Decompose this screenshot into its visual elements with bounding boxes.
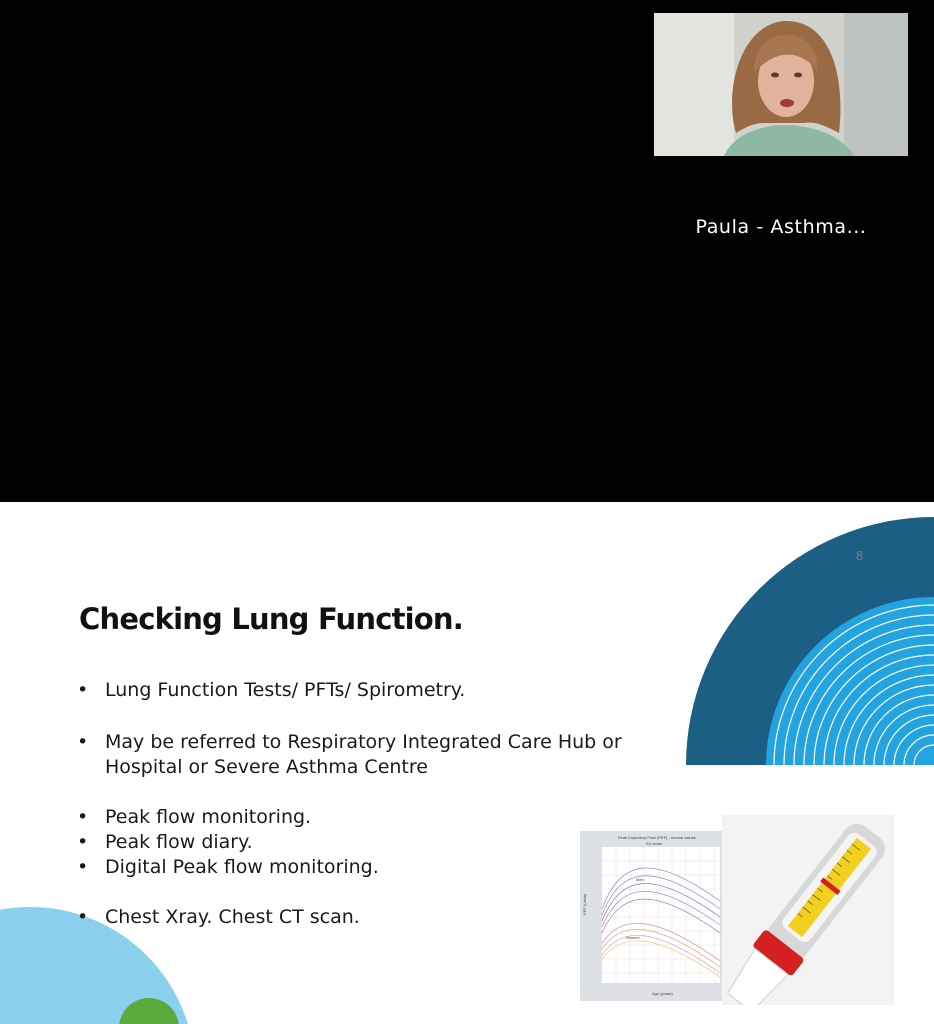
chart-men-label: Men [636, 877, 644, 882]
chart-title: Peak Expiratory Flow (PEF) - normal values [618, 835, 696, 840]
slide-number: 8 [856, 548, 864, 563]
bullet-icon: • [77, 806, 89, 828]
bullet-icon: • [77, 906, 89, 928]
chart-y-label: PEF (L/min) [582, 893, 587, 915]
bullet-icon: • [77, 731, 89, 753]
participant-video[interactable] [654, 13, 908, 156]
chart-subtitle: EU scale [646, 841, 663, 846]
bullet-icon: • [77, 679, 89, 701]
participant-video-frame [654, 13, 908, 156]
peak-flow-chart-graphic [580, 831, 726, 1001]
chart-women-label: Women [626, 935, 640, 940]
slide-title: Checking Lung Function. [79, 602, 463, 636]
participant-name: Paula - Asthma... [695, 216, 867, 238]
peak-flow-chart-image [580, 831, 726, 1001]
bullet-icon: • [77, 856, 89, 878]
bullet-icon: • [77, 831, 89, 853]
peak-flow-meter-image [722, 815, 894, 1005]
peak-flow-meter-icon [722, 815, 894, 1005]
chart-x-label: Age (years) [652, 991, 673, 996]
shared-slide: 8 Checking Lung Function. • Lung Function Tests/ PFTs/ Spirometry. • May be referred to Respiratory Integrated Care Hub or Hospital or Severe Asthma Centre • Peak flow monitoring. • Peak flow diary. • Digital Peak flow monitoring. • Chest Xray. Chest CT scan. Peak Expiratory Flow (PEF) - normal values EU scale Men Women Age (years) PEF (L/min) [0, 502, 934, 1024]
